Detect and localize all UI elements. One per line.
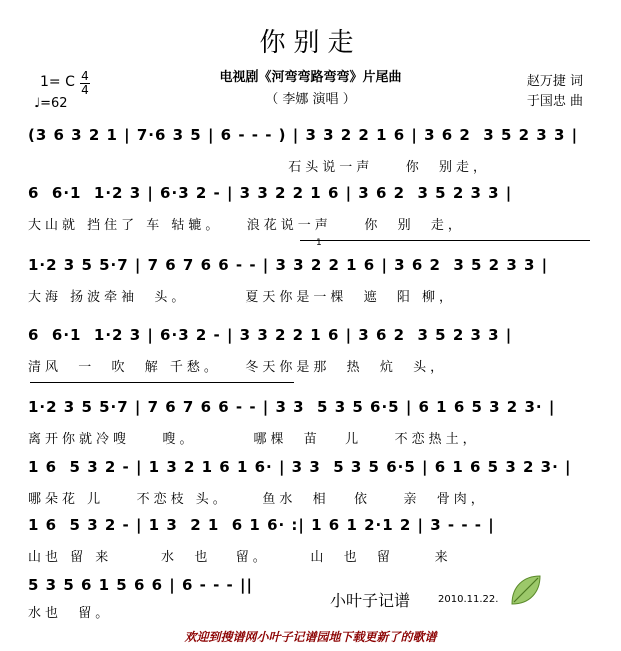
song-title: 你别走: [259, 28, 362, 58]
melody-row-5: 1·2 3 5 5·7 | 7 6 7 6 6 - - | 3 3 5 3 5 6·5 | 6 1 6 5 3 2 3· |: [28, 398, 556, 416]
volta-number: 1: [316, 238, 322, 248]
meter-top: 4: [81, 69, 89, 83]
volta-bracket-2: [30, 382, 294, 383]
lyric-row-2: 大山就 挡住了 车 轱辘。 浪花说一声 你 别 走，: [28, 218, 465, 233]
lyricist-credit: 赵万捷 词: [526, 74, 583, 89]
recorded-date: 2010.11.22.: [438, 594, 499, 605]
melody-row-8: 5 3 5 6 1 5 6 6 | 6 - - - ||: [28, 576, 253, 594]
footer-note: 欢迎到搜谱网小叶子记谱园地下载更新了的歌谱: [184, 630, 437, 644]
key-signature: 1= C: [40, 74, 75, 90]
lyric-row-7: 山也 留 来 水 也 留。 山 也 留 来: [28, 550, 452, 565]
time-signature: [80, 70, 90, 97]
recorder-signature: 小叶子记谱: [330, 591, 411, 610]
melody-row-1: (3 6 3 2 1 | 7·6 3 5 | 6 - - - ) | 3 3 2 2 1 6 | 3 6 2 3 5 2 3 3 |: [28, 126, 579, 144]
melody-row-7: 1 6 5 3 2 - | 1 3 2 1 6 1 6· :| 1 6 1 2·1 2 | 3 - - - |: [28, 516, 495, 534]
melody-row-2: 6 6·1 1·2 3 | 6·3 2 - | 3 3 2 2 1 6 | 3 6 2 3 5 2 3 3 |: [28, 184, 513, 202]
volta-bracket: [300, 240, 590, 241]
lyric-row-1: 石头说一声 你 别走，: [28, 160, 491, 175]
meter-bottom: 4: [81, 83, 89, 97]
lyric-row-3: 大海 扬波牵袖 头。 夏天你是一棵 遮 阳 柳，: [28, 290, 456, 305]
lyric-row-8: 水也 留。: [28, 606, 113, 621]
melody-row-3: 1·2 3 5 5·7 | 7 6 7 6 6 - - | 3 3 2 2 1 6 | 3 6 2 3 5 2 3 3 |: [28, 256, 549, 274]
singer-credit: （ 李娜 演唱 ）: [265, 92, 356, 107]
lyric-row-4: 清风 一 吹 解 千愁。 冬天你是那 热 炕 头，: [28, 360, 448, 375]
song-subtitle: 电视剧《河弯弯路弯弯》片尾曲: [219, 70, 402, 85]
lyric-row-6: 哪朵花 儿 不恋枝 头。 鱼水 相 依 亲 骨肉，: [28, 492, 488, 507]
melody-row-4: 6 6·1 1·2 3 | 6·3 2 - | 3 3 2 2 1 6 | 3 6 2 3 5 2 3 3 |: [28, 326, 513, 344]
leaf-icon: [508, 572, 544, 608]
composer-credit: 于国忠 曲: [526, 94, 583, 109]
melody-row-6: 1 6 5 3 2 - | 1 3 2 1 6 1 6· | 3 3 5 3 5 6·5 | 6 1 6 5 3 2 3· |: [28, 458, 572, 476]
tempo-marking: ♩=62: [34, 96, 68, 111]
lyric-row-5: 离开你就冷嗖 嗖。 哪棵 苗 儿 不恋热土，: [28, 432, 480, 447]
